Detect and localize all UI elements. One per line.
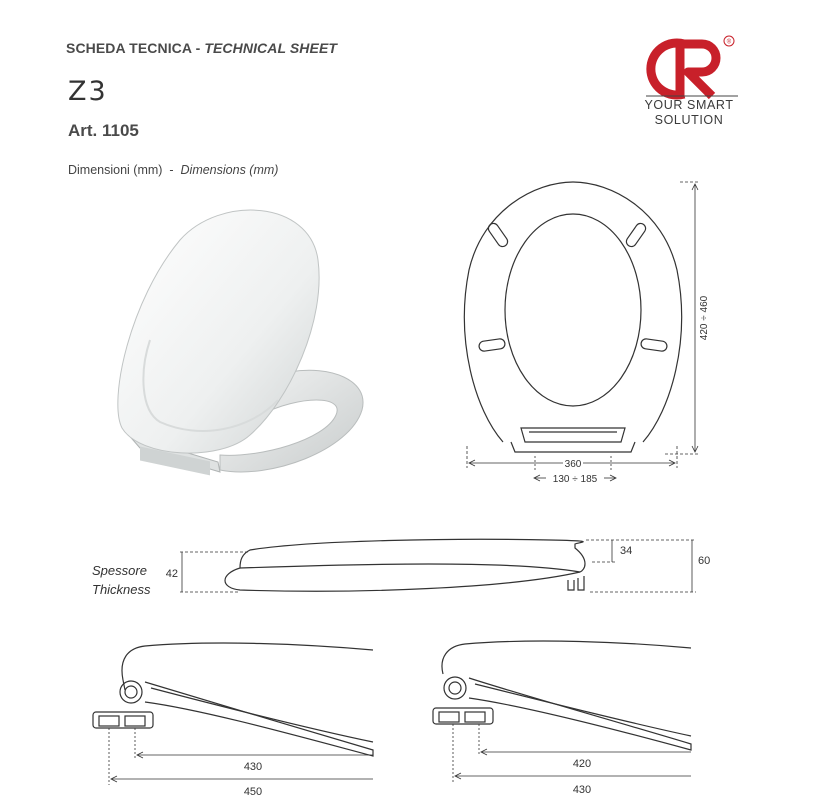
title-english: TECHNICAL SHEET	[204, 40, 338, 56]
title-separator: -	[191, 40, 205, 56]
thickness-label	[92, 561, 151, 599]
tagline-line2: SOLUTION	[654, 113, 724, 127]
width-value: 360	[564, 459, 582, 470]
total-height-value: 60	[698, 555, 711, 567]
seat-height-value: 34	[620, 545, 633, 557]
dimensions-english: Dimensions (mm)	[180, 163, 279, 177]
side-view-drawing	[160, 530, 720, 610]
seat-outline	[464, 182, 681, 442]
seat-profile	[225, 539, 585, 591]
dimensions-separator: -	[162, 163, 181, 177]
hinge-spacing-dimension	[520, 468, 630, 488]
hinge-detail-1	[85, 640, 385, 800]
tagline-line1: YOUR SMART	[644, 98, 734, 112]
model-name: Z3	[68, 76, 108, 107]
thickness-italian: Spessore	[92, 563, 147, 578]
hinge-bar	[521, 428, 625, 442]
hinge-spacing-value: 130 ÷ 185	[552, 474, 598, 485]
product-photo	[100, 200, 380, 490]
title-italian: SCHEDA TECNICA	[66, 40, 192, 56]
article-number: Art. 1105	[68, 121, 139, 140]
thickness-value: 42	[165, 568, 178, 580]
dimensions-label	[68, 163, 278, 177]
hinge1-outer-value: 450	[243, 786, 263, 798]
brand-tagline	[636, 98, 742, 128]
thickness-english: Thickness	[92, 582, 151, 597]
hinge1-inner-value: 430	[243, 761, 263, 773]
registered-mark: ®	[726, 39, 732, 46]
top-view-drawing	[455, 170, 715, 470]
hinge-detail-2	[425, 640, 725, 800]
hinge2-inner-value: 420	[572, 758, 592, 770]
sheet-title	[66, 40, 337, 56]
hinge2-outer-value: 430	[572, 784, 592, 796]
length-value: 420 ÷ 460	[699, 295, 710, 341]
seat-opening	[505, 214, 641, 406]
dimensions-italian: Dimensioni (mm)	[68, 163, 163, 177]
